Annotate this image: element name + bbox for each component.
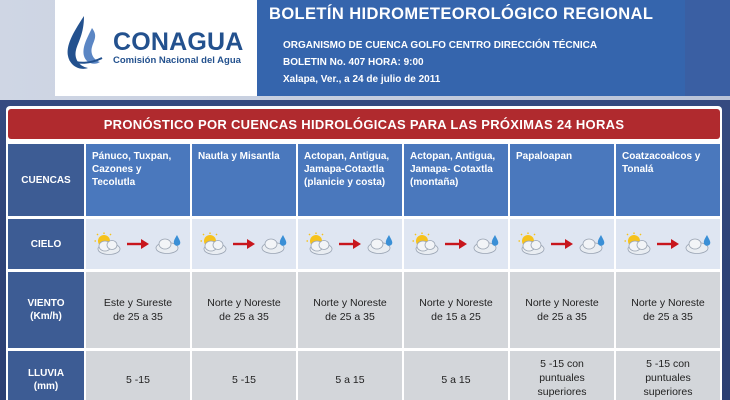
sky-cell [404, 219, 508, 269]
sky-forecast [92, 232, 184, 256]
rain-cell: 5 -15 con puntuales superiores [616, 351, 720, 400]
right-arrow-icon [656, 238, 680, 250]
sky-cell [86, 219, 190, 269]
sun-cloud-icon [198, 232, 228, 256]
rain-cell: 5 -15 con puntuales superiores [510, 351, 614, 400]
basin-header: Papaloapan [510, 144, 614, 216]
location-date-line: Xalapa, Ver., a 24 de julio de 2011 [283, 74, 441, 85]
logo-name: CONAGUA [113, 28, 244, 56]
wind-cell: Norte y Noreste de 25 a 35 [616, 272, 720, 348]
right-arrow-icon [126, 238, 150, 250]
sun-cloud-icon [410, 232, 440, 256]
sky-cell [510, 219, 614, 269]
sky-forecast [410, 232, 502, 256]
wind-cell: Norte y Noreste de 15 a 25 [404, 272, 508, 348]
row-header-viento: VIENTO (Km/h) [8, 272, 84, 348]
sun-cloud-icon [304, 232, 334, 256]
wind-cell: Norte y Noreste de 25 a 35 [298, 272, 402, 348]
header-decoration [685, 0, 730, 96]
right-arrow-icon [232, 238, 256, 250]
sky-forecast [304, 232, 396, 256]
sun-cloud-icon [516, 232, 546, 256]
basin-header: Coatzacoalcos y Tonalá [616, 144, 720, 216]
right-arrow-icon [444, 238, 468, 250]
rain-cell: 5 -15 [192, 351, 296, 400]
basin-header: Actopan, Antigua, Jamapa-Cotaxtla (planicie y costa) [298, 144, 402, 216]
basin-header: Nautla y Misantla [192, 144, 296, 216]
sun-cloud-icon [622, 232, 652, 256]
basin-header: Actopan, Antigua, Jamapa- Cotaxtla (montaña) [404, 144, 508, 216]
basin-header: Pánuco, Tuxpan, Cazones y Tecolutla [86, 144, 190, 216]
sky-forecast [198, 232, 290, 256]
cloud-rain-icon [366, 232, 396, 256]
sky-forecast [622, 232, 714, 256]
cloud-rain-icon [684, 232, 714, 256]
cloud-rain-icon [578, 232, 608, 256]
sky-cell [616, 219, 720, 269]
organism-line: ORGANISMO DE CUENCA GOLFO CENTRO DIRECCIÓN TÉCNICA [283, 40, 598, 51]
sky-cell [192, 219, 296, 269]
bulletin-title: BOLETÍN HIDROMETEOROLÓGICO REGIONAL [269, 5, 654, 23]
rain-cell: 5 a 15 [298, 351, 402, 400]
cloud-rain-icon [260, 232, 290, 256]
bulletin-panel [257, 0, 685, 96]
rain-cell: 5 -15 [86, 351, 190, 400]
wind-cell: Este y Sureste de 25 a 35 [86, 272, 190, 348]
water-drop-logo-icon [62, 14, 106, 72]
right-arrow-icon [550, 238, 574, 250]
row-header-cuencas: CUENCAS [8, 144, 84, 216]
wind-cell: Norte y Noreste de 25 a 35 [192, 272, 296, 348]
forecast-title: PRONÓSTICO POR CUENCAS HIDROLÓGICAS PARA LAS PRÓXIMAS 24 HORAS [8, 109, 720, 139]
rain-cell: 5 a 15 [404, 351, 508, 400]
forecast-grid [8, 144, 720, 400]
logo-subtitle: Comisión Nacional del Agua [113, 55, 241, 66]
conagua-logo [55, 0, 257, 96]
row-header-lluvia: LLUVIA (mm) [8, 351, 84, 400]
right-arrow-icon [338, 238, 362, 250]
row-header-cielo: CIELO [8, 219, 84, 269]
wind-cell: Norte y Noreste de 25 a 35 [510, 272, 614, 348]
sky-forecast [516, 232, 608, 256]
forecast-table [6, 106, 722, 400]
sun-cloud-icon [92, 232, 122, 256]
cloud-rain-icon [472, 232, 502, 256]
cloud-rain-icon [154, 232, 184, 256]
bulletin-number-line: BOLETIN No. 407 HORA: 9:00 [283, 57, 424, 68]
sky-cell [298, 219, 402, 269]
